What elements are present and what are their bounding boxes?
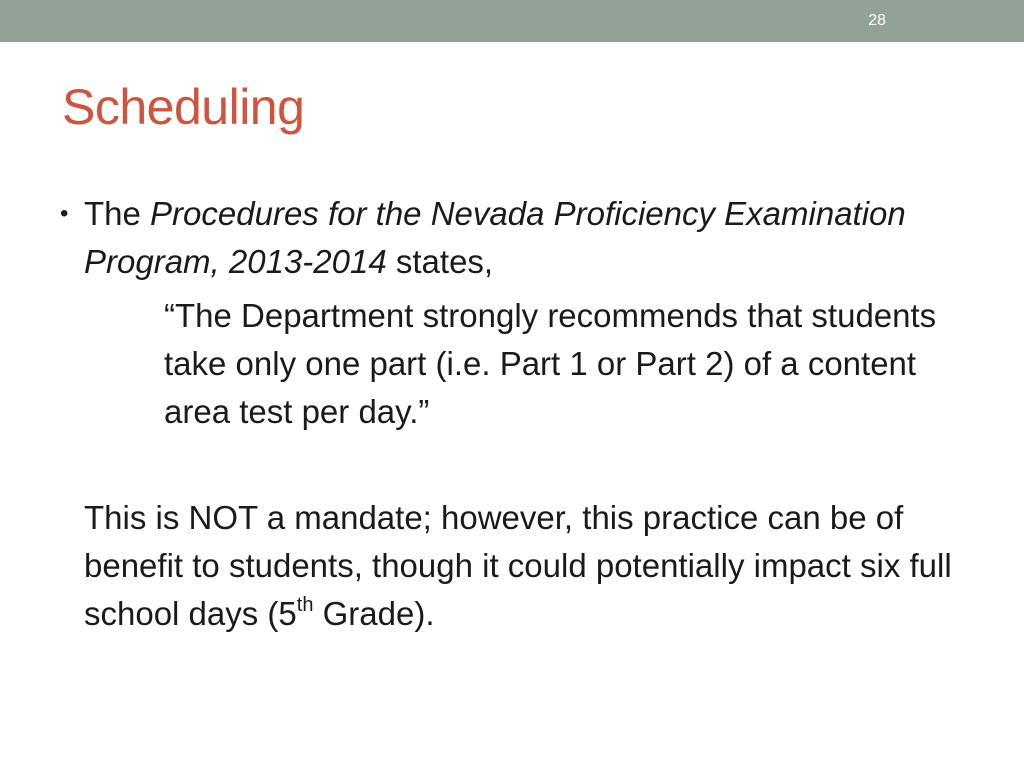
note-text-before: This is NOT a mandate; however, this practice can be of benefit to students, though it could potentially impact six full school days (5 xyxy=(84,499,952,632)
document-title: Procedures for the Nevada Proficiency Examination Program, 2013-2014 xyxy=(84,195,906,280)
top-bar xyxy=(0,0,1024,42)
bullet-item xyxy=(60,190,980,286)
slide-body xyxy=(60,190,980,638)
note-paragraph xyxy=(84,494,964,638)
bullet-lead-text: The xyxy=(84,195,141,232)
quote-text: “The Department strongly recommends that students take only one part (i.e. Part 1 or Part 2) of a content area test per day.” xyxy=(164,297,937,430)
slide-title: Scheduling xyxy=(62,79,305,135)
note-text-after: Grade). xyxy=(313,595,435,632)
slide-number: 28 xyxy=(868,12,886,29)
bullet-marker: • xyxy=(60,200,69,227)
bullet-trailing-text: states, xyxy=(395,243,494,280)
note-superscript: th xyxy=(296,594,314,616)
